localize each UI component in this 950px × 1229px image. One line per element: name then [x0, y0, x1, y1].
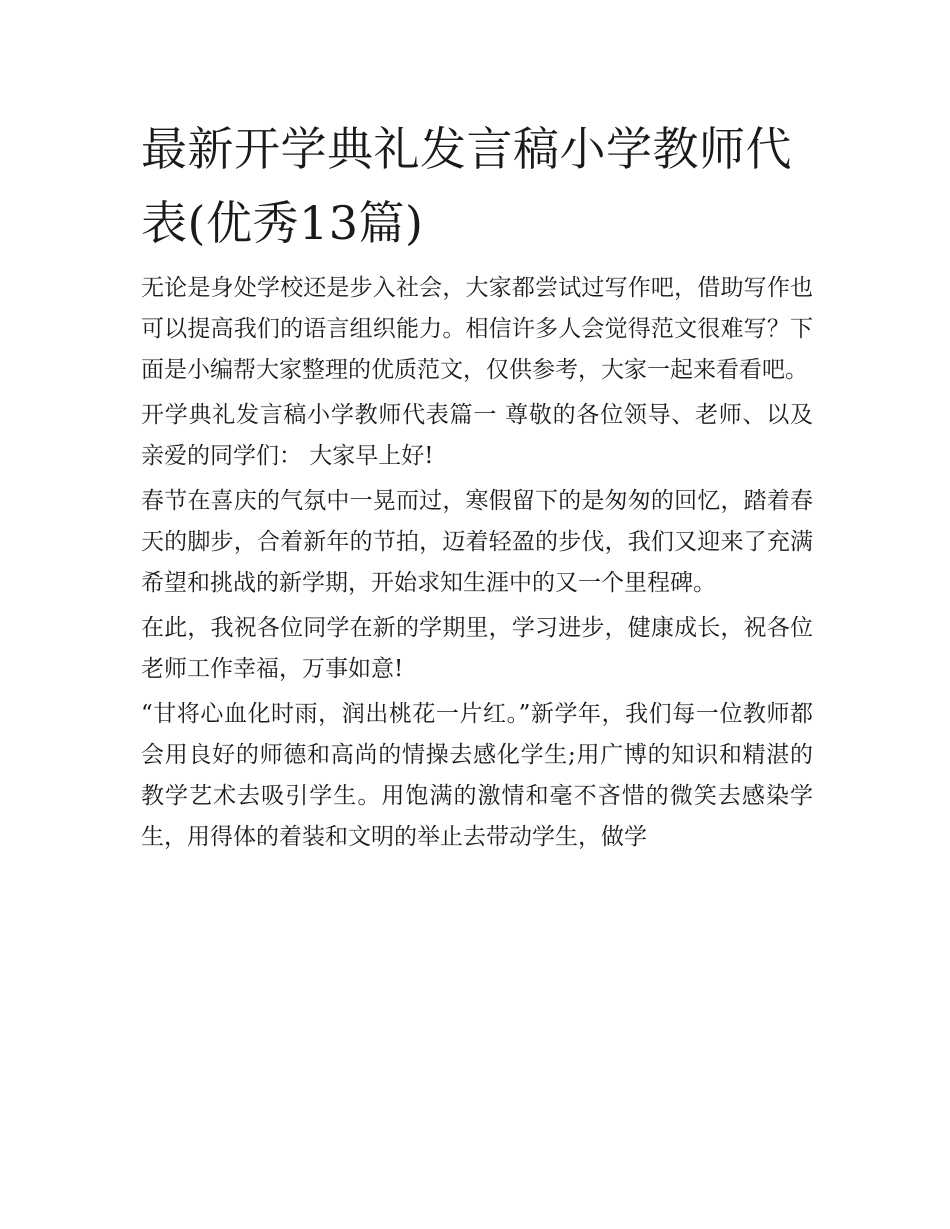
document-title: 最新开学典礼发言稿小学教师代表(优秀13篇): [141, 122, 792, 250]
document-page: [141, 112, 813, 862]
document-body: [141, 268, 813, 858]
paragraph-teachers: “甘将心血化时雨，润出桃花一片红。”新学年，我们每一位教师都会用良好的师德和高尚的情操去感化学生;用广博的知识和精湛的教学艺术去吸引学生。用饱满的激情和毫不吝惜的微笑去感染学生，用得体的着装和文明的举止去带动学生，做学: [141, 701, 813, 850]
paragraph-wishes: 在此，我祝各位同学在新的学期里，学习进步，健康成长，祝各位老师工作幸福，万事如意!: [141, 615, 813, 682]
paragraph-spring: 春节在喜庆的气氛中一晃而过，寒假留下的是匆匆的回忆，踏着春天的脚步，合着新年的节拍，迈着轻盈的步伐，我们又迎来了充满希望和挑战的新学期，开始求知生涯中的又一个里程碑。: [141, 488, 813, 596]
paragraph-greeting: 开学典礼发言稿小学教师代表篇一 尊敬的各位领导、老师、以及亲爱的同学们： 大家早上好!: [141, 402, 813, 469]
paragraph-intro: 无论是身处学校还是步入社会，大家都尝试过写作吧，借助写作也可以提高我们的语言组织能力。相信许多人会觉得范文很难写？下面是小编帮大家整理的优质范文，仅供参考，大家一起来看看吧。: [141, 275, 813, 383]
